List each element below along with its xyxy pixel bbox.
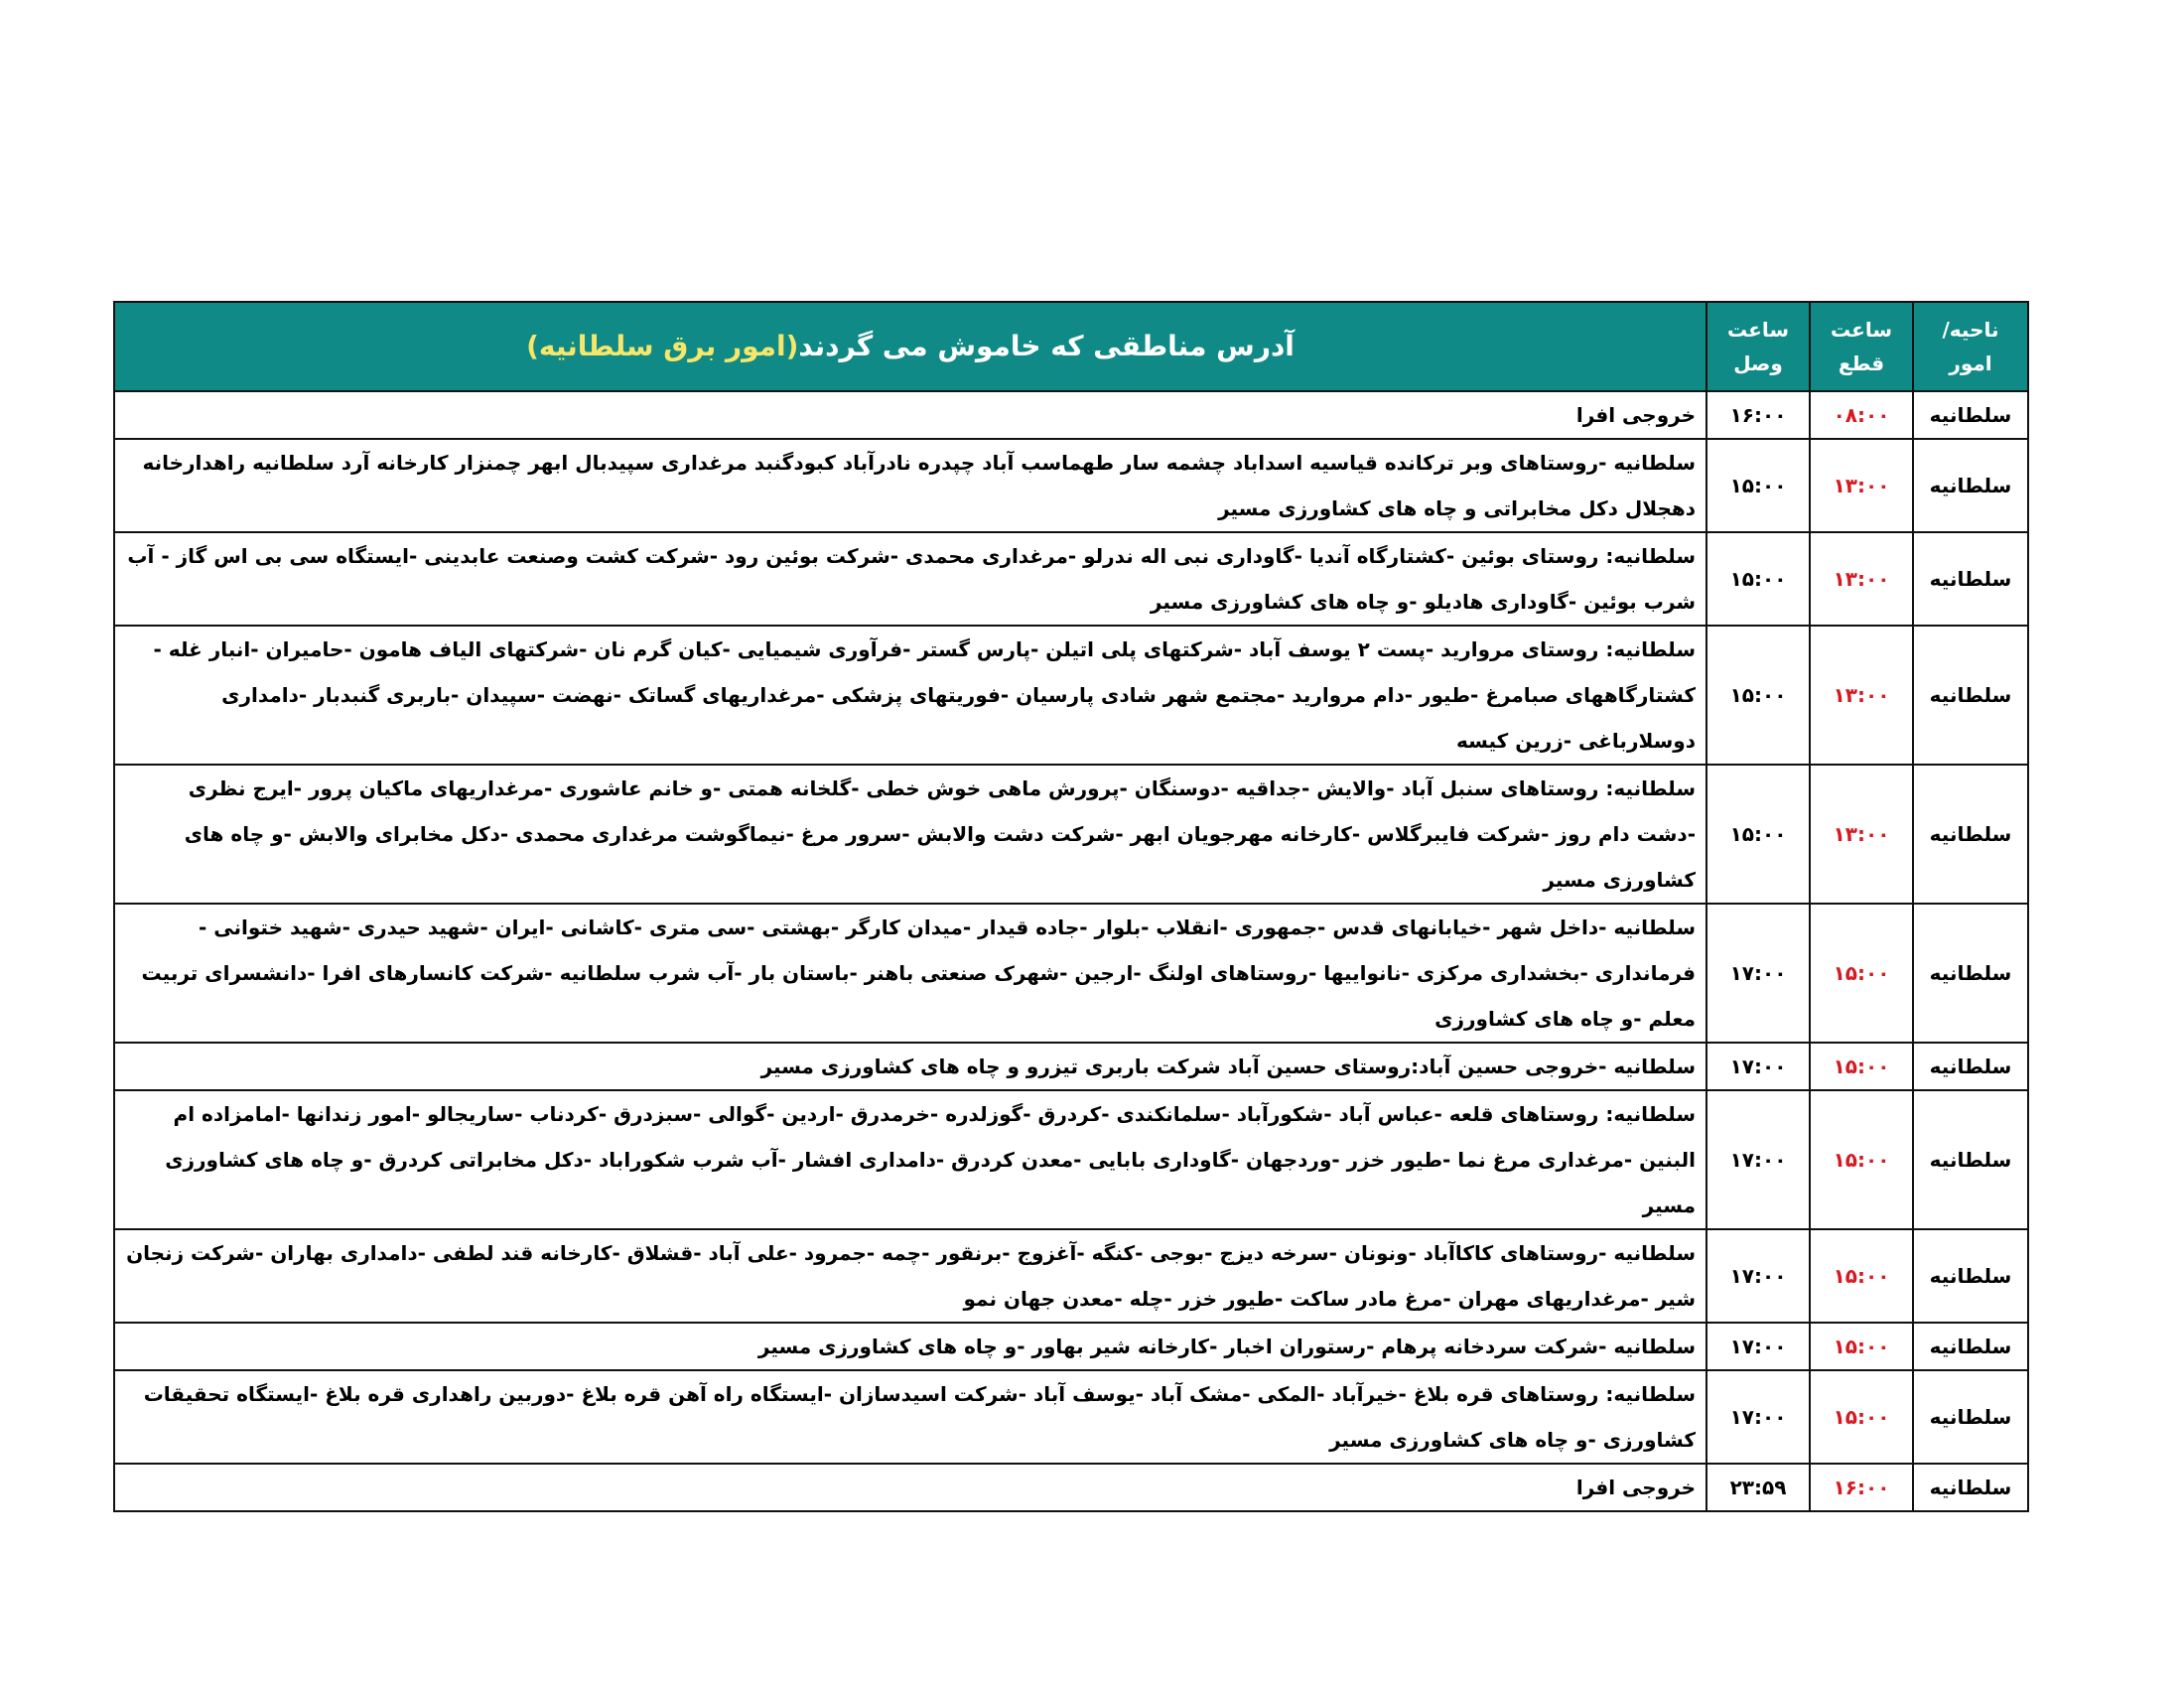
cut-time-cell: ۱۵:۰۰ bbox=[1810, 1229, 1913, 1323]
table-row bbox=[114, 765, 2028, 904]
cut-time-cell: ۱۳:۰۰ bbox=[1810, 765, 1913, 904]
table-row bbox=[114, 532, 2028, 626]
address-cell: سلطانیه: روستای بوئین -کشتارگاه آندیا -گاوداری نبی اله ندرلو -مرغداری محمدی -شرکت بوئین رود -شرکت کشت وصنعت عابدینی -ایستگاه سی بی اس گاز - آب شرب بوئین -گاوداری هادیلو -و چاه های کشاورزی مسیر bbox=[114, 532, 1706, 626]
region-cell: سلطانیه bbox=[1913, 1090, 2028, 1229]
table-row bbox=[114, 1464, 2028, 1511]
table-row bbox=[114, 1043, 2028, 1090]
cut-time-header-line1: ساعت bbox=[1830, 318, 1892, 342]
cut-time-cell: ۱۵:۰۰ bbox=[1810, 1043, 1913, 1090]
table-row bbox=[114, 626, 2028, 765]
cut-time-cell: ۱۵:۰۰ bbox=[1810, 904, 1913, 1043]
cut-time-cell: ۱۶:۰۰ bbox=[1810, 1464, 1913, 1511]
cut-time-cell: ۱۳:۰۰ bbox=[1810, 532, 1913, 626]
region-cell: سلطانیه bbox=[1913, 439, 2028, 532]
table-row bbox=[114, 1323, 2028, 1370]
connect-time-cell: ۱۷:۰۰ bbox=[1706, 1090, 1810, 1229]
connect-time-cell: ۱۵:۰۰ bbox=[1706, 439, 1810, 532]
connect-time-cell: ۱۶:۰۰ bbox=[1706, 391, 1810, 439]
region-cell: سلطانیه bbox=[1913, 1464, 2028, 1511]
address-cell: سلطانیه -خروجی حسین آباد:روستای حسین آباد شرکت باربری تیزرو و چاه های کشاورزی مسیر bbox=[114, 1043, 1706, 1090]
region-column-header: ناحیه/امور bbox=[1913, 302, 2028, 391]
address-cell: سلطانیه: روستای مروارید -پست ۲ یوسف آباد -شرکتهای پلی اتیلن -پارس گستر -فرآوری شیمیایی -کیان گرم نان -شرکتهای الیاف هامون -حامیران -انبار غله - کشتارگاههای صبامرغ -طیور -دام مروارید -مجتمع شهر شادی پارسیان -فوریتهای پزشکی -مرغداریهای گساتک -نهضت -سپیدان -باربری گنبدبار -دامداری دوسلارباغی -زرین کیسه bbox=[114, 626, 1706, 765]
address-cell: خروجی افرا bbox=[114, 1464, 1706, 1511]
region-cell: سلطانیه bbox=[1913, 626, 2028, 765]
table-row bbox=[114, 1090, 2028, 1229]
address-header-highlight: (امور برق سلطانیه) bbox=[526, 330, 799, 362]
cut-time-cell: ۱۵:۰۰ bbox=[1810, 1323, 1913, 1370]
table-row bbox=[114, 439, 2028, 532]
table-header-row bbox=[114, 302, 2028, 391]
address-cell: سلطانیه -روستاهای وبر ترکانده قیاسیه اسداباد چشمه سار طهماسب آباد چپدره نادرآباد کبودگنبد مرغداری سپیدبال ابهر چمنزار کارخانه آرد سلطانیه راهدارخانه دهجلال دکل مخابراتی و چاه های کشاورزی مسیر bbox=[114, 439, 1706, 532]
region-cell: سلطانیه bbox=[1913, 765, 2028, 904]
cut-time-cell: ۱۵:۰۰ bbox=[1810, 1370, 1913, 1464]
address-cell: سلطانیه: روستاهای سنبل آباد -والایش -جداقیه -دوسنگان -پرورش ماهی خوش خطی -گلخانه همتی -و خانم عاشوری -مرغداریهای ماکیان پرور -ایرج نظری -دشت دام روز -شرکت فایبرگلاس -کارخانه مهرجویان ابهر -شرکت دشت والابش -سرور مرغ -نیماگوشت مرغداری محمدی -دکل مخابرای والابش -و چاه های کشاورزی مسیر bbox=[114, 765, 1706, 904]
region-cell: سلطانیه bbox=[1913, 1370, 2028, 1464]
connect-time-cell: ۱۵:۰۰ bbox=[1706, 765, 1810, 904]
connect-time-cell: ۱۷:۰۰ bbox=[1706, 904, 1810, 1043]
connect-time-cell: ۲۳:۵۹ bbox=[1706, 1464, 1810, 1511]
cut-time-header-line2: قطع bbox=[1838, 352, 1885, 375]
cut-time-column-header bbox=[1810, 302, 1913, 391]
connect-time-cell: ۱۷:۰۰ bbox=[1706, 1043, 1810, 1090]
address-header-title: آدرس مناطقی که خاموش می گردند bbox=[798, 330, 1295, 362]
table-row bbox=[114, 1370, 2028, 1464]
address-cell: سلطانیه -داخل شهر -خیابانهای قدس -جمهوری -انقلاب -بلوار -جاده قیدار -میدان کارگر -بهشتی -سی متری -کاشانی -ایران -شهید حیدری -شهید ختوانی - فرمانداری -بخشداری مرکزی -نانواییها -روستاهای اولنگ -ارجین -شهرک صنعتی باهنر -باستان بار -آب شرب سلطانیه -شرکت کانسارهای افرا -دانشسرای تربیت معلم -و چاه های کشاورزی bbox=[114, 904, 1706, 1043]
connect-time-cell: ۱۷:۰۰ bbox=[1706, 1370, 1810, 1464]
region-cell: سلطانیه bbox=[1913, 1323, 2028, 1370]
cut-time-cell: ۱۳:۰۰ bbox=[1810, 626, 1913, 765]
cut-time-cell: ۰۸:۰۰ bbox=[1810, 391, 1913, 439]
region-cell: سلطانیه bbox=[1913, 1043, 2028, 1090]
table-row bbox=[114, 391, 2028, 439]
region-cell: سلطانیه bbox=[1913, 391, 2028, 439]
connect-time-column-header bbox=[1706, 302, 1810, 391]
cut-time-cell: ۱۳:۰۰ bbox=[1810, 439, 1913, 532]
connect-time-cell: ۱۷:۰۰ bbox=[1706, 1323, 1810, 1370]
region-cell: سلطانیه bbox=[1913, 904, 2028, 1043]
connect-time-header-line2: وصل bbox=[1733, 352, 1783, 375]
address-cell: سلطانیه: روستاهای قره بلاغ -خیرآباد -المکی -مشک آباد -یوسف آباد -شرکت اسیدسازان -ایستگاه راه آهن قره بلاغ -دوربین راهداری قره بلاغ -ایستگاه تحقیقات کشاورزی -و چاه های کشاورزی مسیر bbox=[114, 1370, 1706, 1464]
outage-schedule-sheet bbox=[113, 301, 2027, 1512]
outage-schedule-table bbox=[113, 301, 2029, 1512]
table-row bbox=[114, 1229, 2028, 1323]
connect-time-cell: ۱۷:۰۰ bbox=[1706, 1229, 1810, 1323]
address-cell: سلطانیه -شرکت سردخانه پرهام -رستوران اخبار -کارخانه شیر بهاور -و چاه های کشاورزی مسیر bbox=[114, 1323, 1706, 1370]
region-cell: سلطانیه bbox=[1913, 1229, 2028, 1323]
address-cell: سلطانیه: روستاهای قلعه -عباس آباد -شکورآباد -سلمانکندی -کردرق -گوزلدره -خرمدرق -اردین -گوالی -سبزدرق -کردناب -ساریجالو -امور زندانها -امامزاده ام البنین -مرغداری مرغ نما -طیور خزر -وردجهان -گاوداری بابایی -معدن کردرق -دامداری افشار -آب شرب شکوراباد -دکل مخابراتی کردرق -و چاه های کشاورزی مسیر bbox=[114, 1090, 1706, 1229]
connect-time-header-line1: ساعت bbox=[1726, 318, 1789, 342]
cut-time-cell: ۱۵:۰۰ bbox=[1810, 1090, 1913, 1229]
address-column-header bbox=[114, 302, 1706, 391]
region-cell: سلطانیه bbox=[1913, 532, 2028, 626]
connect-time-cell: ۱۵:۰۰ bbox=[1706, 532, 1810, 626]
table-row bbox=[114, 904, 2028, 1043]
address-cell: سلطانیه -روستاهای کاکاآباد -ونونان -سرخه دیزج -بوجی -کنگه -آغزوج -برنقور -چمه -جمرود -علی آباد -قشلاق -کارخانه قند لطفی -دامداری بهاران -شرکت زنجان شیر -مرغداریهای مهران -مرغ مادر ساکت -طیور خزر -چله -معدن جهان نمو bbox=[114, 1229, 1706, 1323]
address-cell: خروجی افرا bbox=[114, 391, 1706, 439]
connect-time-cell: ۱۵:۰۰ bbox=[1706, 626, 1810, 765]
